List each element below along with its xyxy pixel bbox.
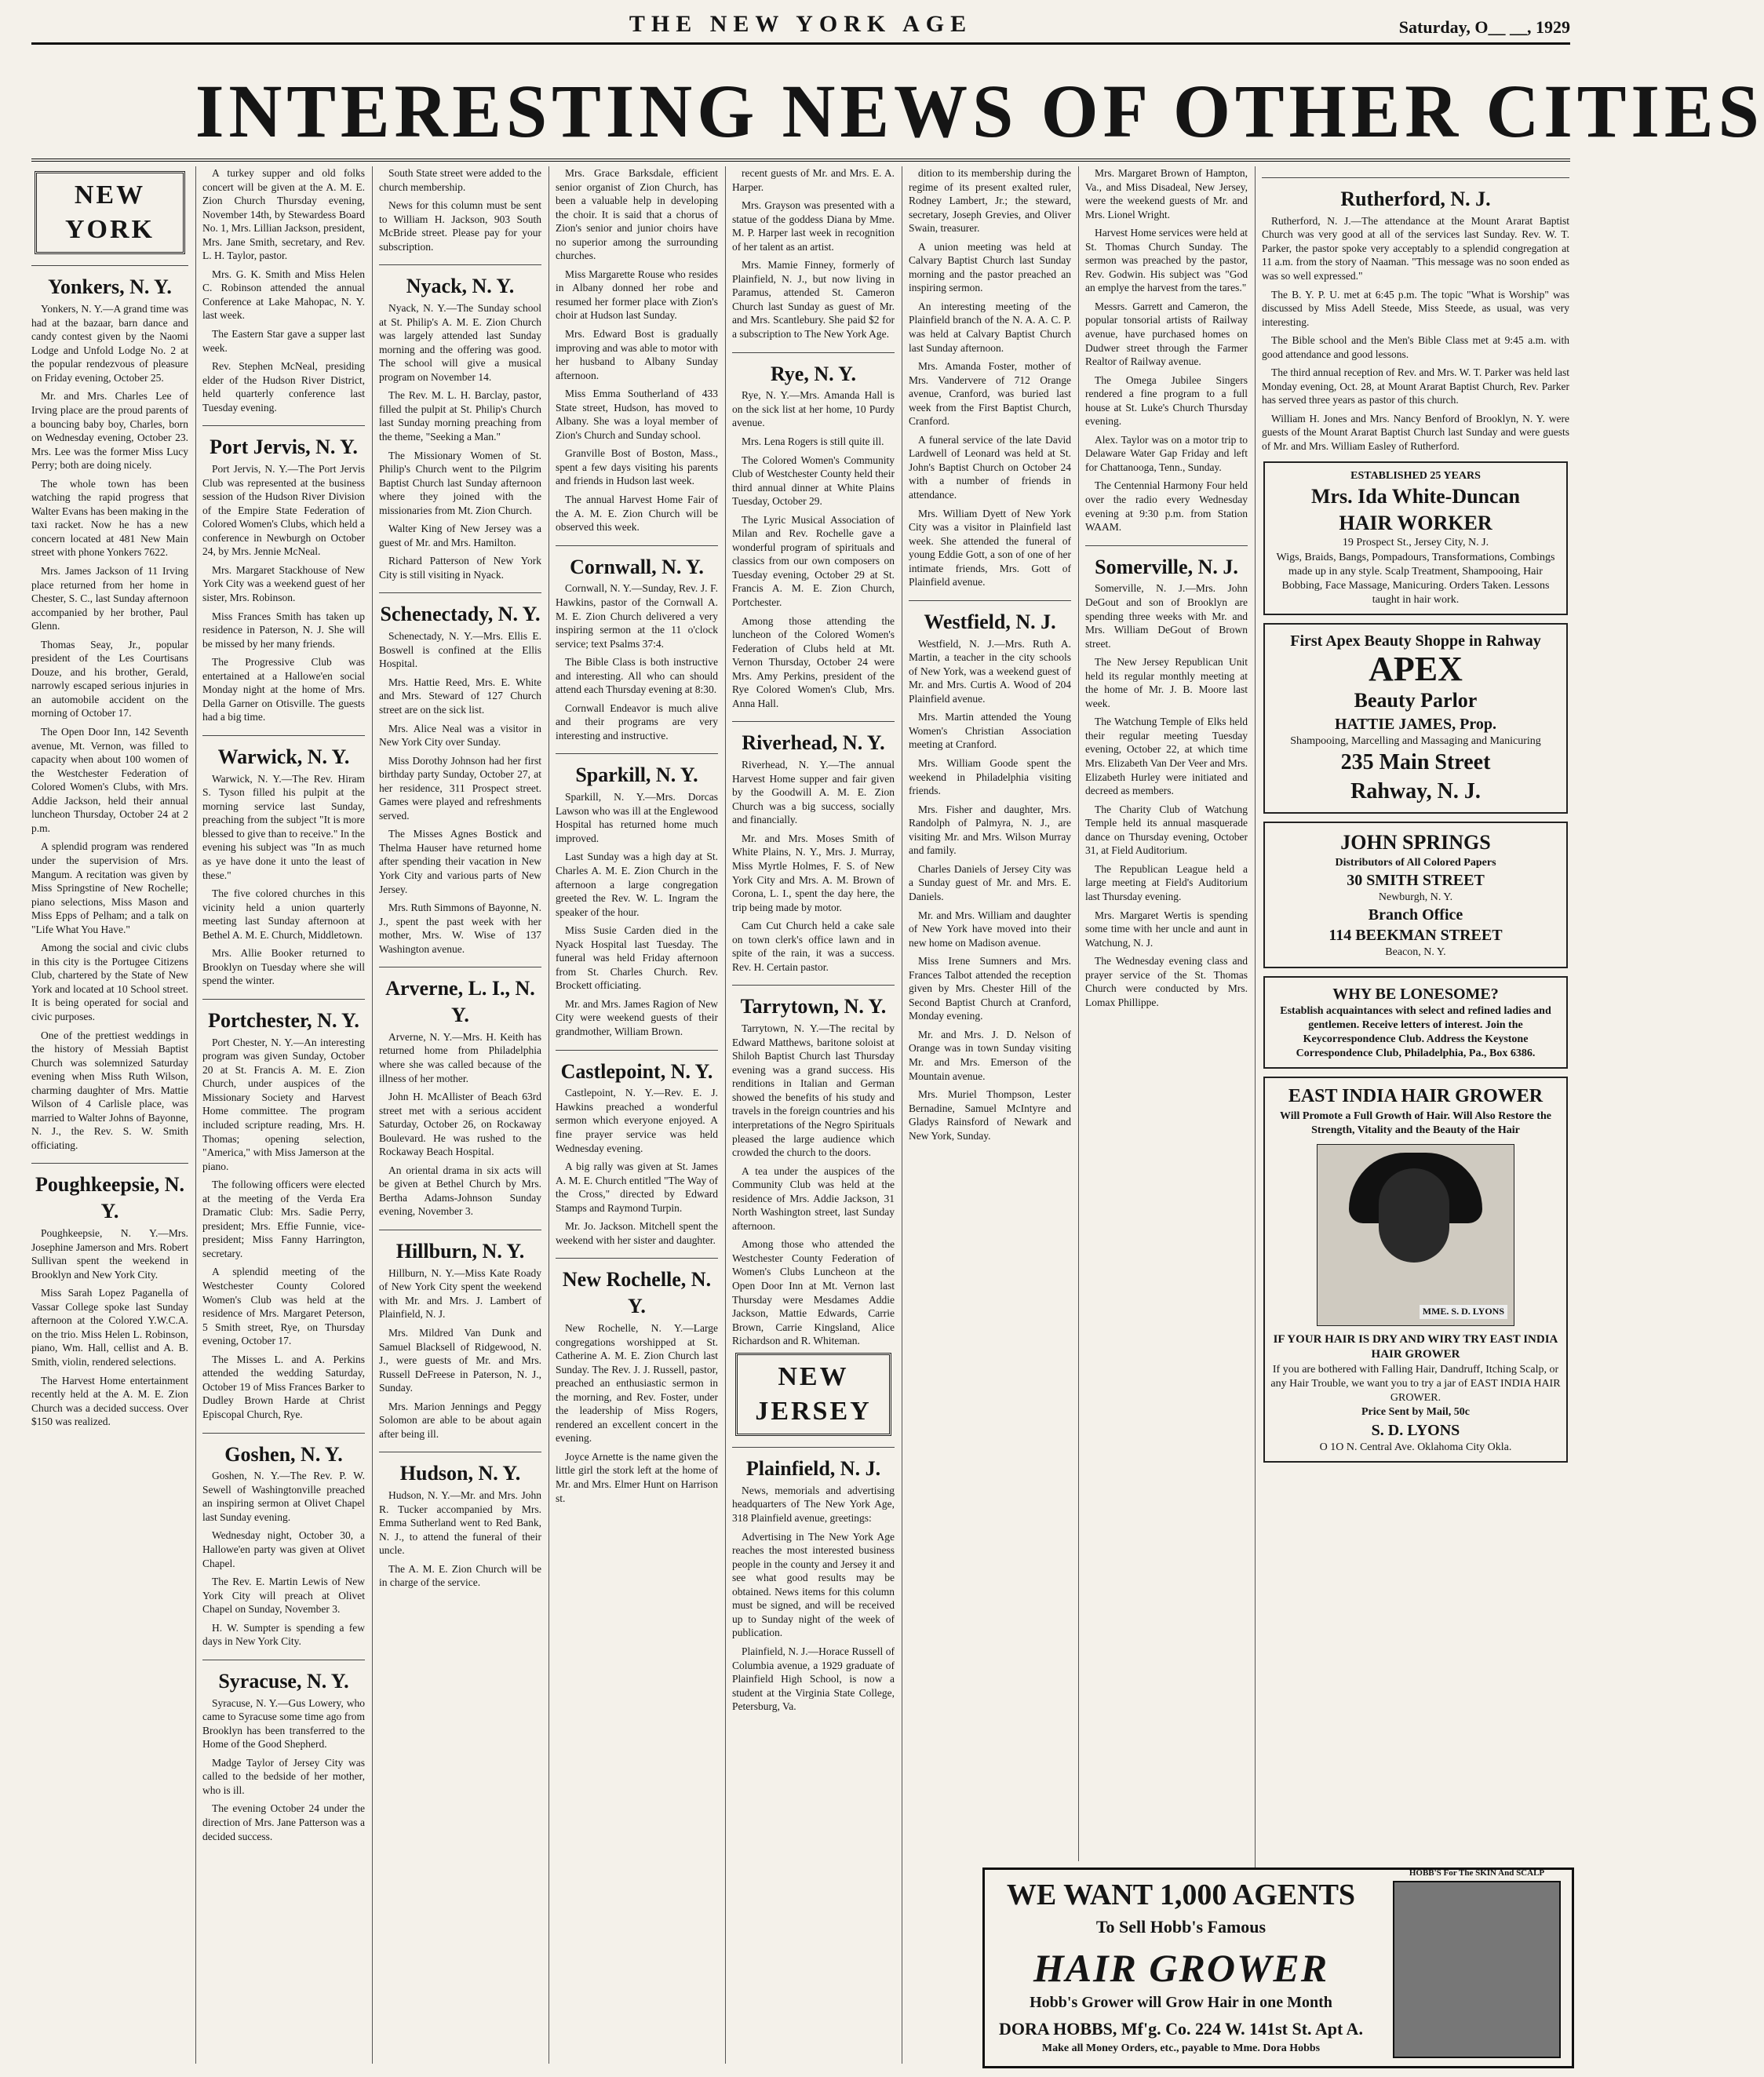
- news-paragraph: Somerville, N. J.—Mrs. John DeGout and son of Brooklyn are spending three weeks with Mr. and Mrs. William DeGout of Brown street.: [1085, 582, 1248, 650]
- ad-apex-name: APEX: [1369, 650, 1463, 689]
- state-box-new-jersey: NEW JERSEY: [735, 1353, 891, 1436]
- news-paragraph: Mrs. Grace Barksdale, efficient senior organist of Zion Church, has been a valuable help in developing the choir. It is said that a chorus of Zion's senior and junior choirs have no superior among the surrounding churches.: [556, 167, 718, 262]
- running-header: [31, 11, 1570, 45]
- news-paragraph: Mrs. Lena Rogers is still quite ill.: [742, 435, 884, 447]
- news-paragraph: Mrs. Margaret Brown of Hampton, Va., and Miss Disadeal, New Jersey, were the weekend guests of Mr. and Mrs. Lionel Wright.: [1085, 167, 1248, 220]
- news-paragraph: Harvest Home services were held at St. Thomas Church Sunday. The sermon was preached by the pastor, Rev. Godwin. His subject was "God an emplye the harvest from the tares.": [1085, 227, 1248, 294]
- news-paragraph: The Open Door Inn, 142 Seventh avenue, Mt. Vernon, was filled to capacity when about 100 women of the Westchester Federation of Colored Women's Clubs, with Mrs. Addie Jackson, held their annual luncheon Thursday, October 24 at 2 p.m.: [31, 726, 188, 834]
- section-dateline: Yonkers, N. Y.: [31, 265, 188, 301]
- news-paragraph: Port Chester, N. Y.—An interesting program was given Sunday, October 20 at St. Francis A. M. E. Zion Church, under auspices of the Missionary Society and Harvest Home committee. The program included scripture reading, Mrs. H. Thomas; opening selection, "America," with Miss Jamerson at the piano.: [202, 1036, 365, 1172]
- ad-east-lower: IF YOUR HAIR IS DRY AND WIRY TRY EAST INDIA HAIR GROWER: [1273, 1332, 1558, 1361]
- news-paragraph: One of the prettiest weddings in the history of Messiah Baptist Church was solemnized Saturday evening when Miss Ruth Wilson, charming daughter of Mrs. Mattie Wilson of 4 Carlisle place, was married to Walter Johns of Bayonne, N. J., the Rev. S. W. Smith officiating.: [31, 1029, 188, 1151]
- news-paragraph: Mrs. Margaret Wertis is spending some time with her uncle and aunt in Watchung, N. J.: [1085, 909, 1248, 949]
- column-3: [379, 166, 541, 2064]
- news-paragraph: South State street were added to the church membership.: [379, 167, 541, 193]
- news-paragraph: Walter King of New Jersey was a guest of Mr. and Mrs. Hamilton.: [379, 523, 541, 548]
- news-paragraph: Mrs. James Jackson of 11 Irving place returned from her home in Chester, S. C., last Sunday afternoon accompanied by her brother, Paul Glenn.: [31, 565, 188, 632]
- news-paragraph: Last Sunday was a high day at St. Charles A. M. E. Zion Church in the afternoon a large congregation greeted the Rev. W. L. Ingram the speaker of the hour.: [556, 851, 718, 918]
- news-paragraph: Poughkeepsie, N. Y.—Mrs. Josephine Jamerson and Mrs. Robert Sullivan spent the weekend in Brooklyn and New York City.: [31, 1227, 188, 1281]
- ad-hobbs-line6: Make all Money Orders, etc., payable to Mme. Dora Hobbs: [1041, 2042, 1321, 2054]
- news-paragraph: The Colored Women's Community Club of Westchester County held their third annual dinner at White Plains Tuesday, October 29.: [732, 454, 895, 508]
- section-dateline: Rye, N. Y.: [732, 352, 895, 388]
- news-paragraph: Among those who attended the Westchester County Federation of Women's Clubs Luncheon at the Open Door Inn at Mt. Vernon last Thursday were Mesdames Addie Jackson, Mattie Edwards, Carrie Brown, Carrie Kingsland, Alice Richardson and R. Whiteman.: [732, 1238, 895, 1347]
- news-paragraph: The third annual reception of Rev. and Mrs. W. T. Parker was held last Monday evening, Oct. 28, at Mount Ararat Baptist Church, Rev. Parker has served three years as pastor of this church.: [1262, 366, 1569, 406]
- news-paragraph: A splendid program was rendered under the supervision of Mrs. Mangum. A recitation was given by Miss Springstine of New Rochelle; piano selections, Miss Mason and Miss Epps of Pelham; and a talk on "Life What You Have.": [31, 840, 188, 935]
- section-dateline: Tarrytown, N. Y.: [732, 985, 895, 1020]
- hobbs-photo: [1393, 1881, 1561, 2058]
- news-paragraph: Miss Sarah Lopez Paganella of Vassar College spoke last Sunday afternoon at the Colored Y.W.C.A. on the trio. Miss Helen L. Robinson, piano, Wm. Hall, cellist and A. B. Smith, violin, rendered selections.: [31, 1287, 188, 1368]
- column-5: [732, 166, 895, 2064]
- news-paragraph: Mrs. Margaret Stackhouse of New York City was a weekend guest of her sister, Mrs. Robinson.: [202, 563, 365, 604]
- news-paragraph: A funeral service of the late David Lardwell of Leonard was held at St. John's Baptist Church on October 24 with a number of friends in attendance.: [909, 433, 1071, 501]
- news-paragraph: Messrs. Garrett and Cameron, the popular tonsorial artists of Railway avenue, have purchased homes on Dudwer street through the Farmer Realtor of Railway avenue.: [1085, 300, 1248, 368]
- column-rule: [195, 166, 196, 2064]
- news-paragraph: Cornwall, N. Y.—Sunday, Rev. J. F. Hawkins, pastor of the Cornwall A. M. E. Zion Church delivered a very inspiring sermon at the 11 o'clock service; text Psalms 37:4.: [556, 582, 718, 650]
- news-paragraph: Hillburn, N. Y.—Miss Kate Roady of New York City spent the weekend with Mr. and Mrs. J. Lambert of Plainfield, N. J.: [379, 1266, 541, 1321]
- ad-hobbs-line2: To Sell Hobb's Famous: [1095, 1917, 1267, 1937]
- news-paragraph: A union meeting was held at Calvary Baptist Church last Sunday morning and the pastor preached an inspiring sermon.: [909, 240, 1071, 294]
- ad-east-body: Will Promote a Full Growth of Hair. Will Also Restore the Strength, Vitality and the Beauty of the Hair: [1280, 1110, 1551, 1136]
- portrait-image: [1317, 1144, 1514, 1326]
- ad-east-maker: S. D. LYONS: [1371, 1421, 1460, 1439]
- news-paragraph: News, memorials and advertising headquarters of The New York Age, 318 Plainfield avenue, greetings:: [732, 1484, 895, 1525]
- ad-apex-addr1: 235 Main Street: [1340, 750, 1491, 775]
- news-paragraph: Plainfield, N. J.—Horace Russell of Columbia avenue, a 1929 graduate of Plainfield High School, is now a student at the Virginia State College, Petersburg, Va.: [732, 1645, 895, 1713]
- news-paragraph: Yonkers, N. Y.—A grand time was had at the bazaar, barn dance and candy contest given by the Naomi Lodge and Unfold Lodge No. 2 at the popular rendezvous of pleasure on Friday evening, October 25.: [31, 303, 188, 384]
- news-paragraph: Mrs. Amanda Foster, mother of Mrs. Vandervere of 712 Orange avenue, Cranford, was buried last week from the First Baptist Church, Cranford.: [909, 360, 1071, 428]
- news-paragraph: The Wednesday evening class and prayer service of the St. Thomas Church were conducted by Mrs. Lomax Phillippe.: [1085, 955, 1248, 1008]
- news-paragraph: Mr. and Mrs. J. D. Nelson of Orange was in town Sunday visiting Mr. and Mrs. Emerson of the Mountain avenue.: [909, 1028, 1071, 1082]
- section-dateline: Arverne, L. I., N. Y.: [379, 967, 541, 1029]
- ad-lonesome-body: Establish acquaintances with select and refined ladies and gentlemen. Receive letters of interest. Join the Keycorrespondence Club. Address the Keystone Correspondence Club, Philadelphia, Pa., Box 6386.: [1280, 1004, 1551, 1060]
- news-paragraph: H. W. Sumpter is spending a few days in New York City.: [202, 1621, 365, 1648]
- news-paragraph: Thomas Seay, Jr., popular president of the Les Courtisans Douze, and his brother, Gerald, narrowly escaped serious injuries in an automobile accident on the morning of October 17.: [31, 638, 188, 720]
- news-paragraph: Mr. and Mrs. Moses Smith of White Plains, N. Y., Mrs. J. Murray, Miss Myrtle Holmes, F. S. of New York City and Mrs. A. M. Brown of Corona, L. I., spent the day here, the trip being made by motor.: [732, 832, 895, 913]
- news-paragraph: Mrs. Muriel Thompson, Lester Bernadine, Samuel McIntyre and Gladys Rainsford of Newark and New York, Sunday.: [909, 1088, 1071, 1142]
- news-paragraph: The evening October 24 under the direction of Mrs. Jane Patterson was a decided success.: [202, 1802, 365, 1842]
- news-paragraph: Mrs. Martin attended the Young Women's Christian Association meeting at Cranford.: [909, 711, 1071, 751]
- column-2: [202, 166, 365, 2064]
- section-dateline: Somerville, N. J.: [1085, 545, 1248, 581]
- news-paragraph: Goshen, N. Y.—The Rev. P. W. Sewell of Washingtonville preached an inspiring sermon at Olivet Chapel last Sunday evening.: [202, 1470, 365, 1523]
- news-paragraph: The Republican League held a large meeting at Field's Auditorium last Thursday evening.: [1085, 862, 1248, 902]
- news-paragraph: Mrs. Allie Booker returned to Brooklyn on Tuesday where she will spend the winter.: [202, 947, 365, 987]
- news-paragraph: Syracuse, N. Y.—Gus Lowery, who came to Syracuse some time ago from Brooklyn has been transferred to the Home of the Good Shepherd.: [202, 1696, 365, 1751]
- ad-hobbs-line4: Hobb's Grower will Grow Hair in one Month: [1030, 1994, 1332, 2011]
- column-7: [1085, 166, 1248, 1861]
- section-dateline: Nyack, N. Y.: [379, 264, 541, 300]
- news-paragraph: A turkey supper and old folks concert will be given at the A. M. E. Zion Church Thursday evening, November 14th, by Stewardess Board No. 1, Mrs. Lillian Jackson, president, Mrs. Jane Smith, secretary, and Rev. L. H. Taylor, pastor.: [202, 167, 365, 262]
- news-paragraph: Mrs. William Dyett of New York City was a visitor in Plainfield last week. She attended the funeral of young Eddie Gott, a son of one of her intimate friends, Mrs. Gott of Plainfield avenue.: [909, 507, 1071, 588]
- ad-east-price: Price Sent by Mail, 50c: [1361, 1406, 1471, 1419]
- news-paragraph: Tarrytown, N. Y.—The recital by Edward Matthews, baritone soloist at Shiloh Baptist Church last Thursday evening was a grand success. His renditions in Italian and German showed the benefits of his study and travels in the foreign countries and his interpretations of the Negro Spirituals pleased the large audience which crowded the church to the doors.: [732, 1022, 895, 1159]
- news-paragraph: Arverne, N. Y.—Mrs. H. Keith has returned home from Philadelphia where she was called because of the illness of her mother.: [379, 1030, 541, 1084]
- ad-springs-branch: Branch Office: [1368, 906, 1463, 924]
- news-paragraph: Mrs. William Goode spent the weekend in Philadelphia visiting friends.: [909, 757, 1071, 797]
- banner-headline: INTERESTING NEWS OF OTHER CITIES: [195, 69, 1764, 153]
- news-paragraph: A splendid meeting of the Westchester County Colored Women's Club was held at the residence of Mrs. Margaret Peterson, 5 Smith street, Rye, on Thursday evening, October 17.: [202, 1266, 365, 1347]
- news-paragraph: The Centennial Harmony Four held over the radio every Wednesday evening at 9:30 p.m. from Station WAAM.: [1085, 479, 1248, 534]
- column-6: [909, 166, 1071, 1861]
- news-paragraph: Miss Frances Smith has taken up residence in Paterson, N. J. She will be missed by her many friends.: [202, 610, 365, 650]
- apex-beauty-ad: [1263, 623, 1568, 814]
- section-dateline: Castlepoint, N. Y.: [556, 1050, 718, 1085]
- news-paragraph: The Bible school and the Men's Bible Class met at 9:45 a.m. with good attendance and good lessons.: [1262, 334, 1569, 360]
- news-paragraph: Mrs. Alice Neal was a visitor in New York City over Sunday.: [379, 722, 541, 749]
- ad-established: ESTABLISHED 25 YEARS: [1350, 469, 1481, 482]
- ad-springs-name: JOHN SPRINGS: [1340, 831, 1491, 854]
- news-paragraph: Miss Irene Sumners and Mrs. Frances Talbot attended the reception given by Mrs. Chester Hill of the Second Baptist Church at Cranford, Monday evening.: [909, 955, 1071, 1022]
- column-rule: [1255, 166, 1256, 2064]
- news-paragraph: Mr. and Mrs. James Ragion of New City were weekend guests of their grandmother, William Brown.: [556, 997, 718, 1038]
- news-paragraph: The following officers were elected at the meeting of the Verda Era Dramatic Club: Mrs. Sadie Perry, president; Mrs. Effie Funnie, vice-president; Miss Fanny Harrington, secretary.: [202, 1179, 365, 1259]
- news-paragraph: Miss Susie Carden died in the Nyack Hospital last Tuesday. The funeral was held Friday afternoon from St. Charles Church. Rev. Brockett officiating.: [556, 924, 718, 992]
- section-dateline: Syracuse, N. Y.: [202, 1660, 365, 1695]
- news-paragraph: Schenectady, N. Y.—Mrs. Ellis E. Boswell is confined at the Ellis Hospital.: [379, 630, 541, 670]
- east-india-hair-grower-ad: [1263, 1077, 1568, 1463]
- news-paragraph: News for this column must be sent to William H. Jackson, 903 South McBride street. Please pay for your subscription.: [379, 199, 541, 253]
- section-dateline: Goshen, N. Y.: [202, 1433, 365, 1468]
- news-paragraph: Mr. and Mrs. William and daughter of New York have moved into their new home on Madison avenue.: [909, 909, 1071, 949]
- news-paragraph: Mrs. G. K. Smith and Miss Helen C. Robinson attended the annual Conference at Lake Mahopac, N. Y. last week.: [202, 268, 365, 322]
- news-paragraph: The Eastern Star gave a supper last week.: [202, 328, 365, 354]
- section-dateline: Plainfield, N. J.: [732, 1447, 895, 1482]
- lonesome-ad: [1263, 976, 1568, 1069]
- column-8: [1262, 166, 1569, 2064]
- column-1: [31, 166, 188, 2064]
- news-paragraph: The A. M. E. Zion Church will be in charge of the service.: [379, 1562, 541, 1589]
- ad-springs-city2: Beacon, N. Y.: [1385, 946, 1446, 959]
- news-paragraph: Nyack, N. Y.—The Sunday school at St. Philip's A. M. E. Zion Church was largely attended last Sunday morning and the offering was good. The school will give a musical program on November 14.: [379, 302, 541, 383]
- ad-east-head: EAST INDIA HAIR GROWER: [1288, 1086, 1544, 1107]
- column-rule: [725, 166, 726, 2064]
- news-paragraph: Rev. Stephen McNeal, presiding elder of the Hudson River District, held quarterly conference last Tuesday evening.: [202, 360, 365, 414]
- news-paragraph: Miss Margarette Rouse who resides in Albany donned her robe and resumed her former place with Zion's choir at Hudson last Sunday.: [556, 268, 718, 322]
- john-springs-ad: [1263, 822, 1568, 967]
- column-rule: [1078, 166, 1079, 1861]
- ad-hobbs-line1: WE WANT 1,000 AGENTS: [1006, 1878, 1356, 1911]
- news-paragraph: Miss Emma Southerland of 433 State street, Hudson, has moved to Albany. She was a loyal member of Zion's Church and Sunday school.: [556, 388, 718, 441]
- news-paragraph: The Watchung Temple of Elks held their regular meeting Tuesday evening, October 22, at which time Mrs. Elizabeth Van Der Veer and Mrs. Elizabeth Hurley were initiated and decreed as members.: [1085, 716, 1248, 797]
- news-paragraph: Castlepoint, N. Y.—Rev. E. J. Hawkins preached a wonderful sermon which everyone enjoyed. A fine prayer service was held Wednesday evening.: [556, 1087, 718, 1154]
- news-paragraph: The Lyric Musical Association of Milan and Rev. Rochelle gave a wonderful program of spirituals and classics from our own composers on Tuesday evening, October 29 at St. Francis A. M. E. Zion Church, Portchester.: [732, 513, 895, 609]
- news-paragraph: William H. Jones and Mrs. Nancy Benford of Brooklyn, N. Y. were guests of the Mount Ararat Baptist Church last Sunday and were guests of Mr. and Mrs. William Easley of Rutherford.: [1262, 412, 1569, 452]
- news-paragraph: Westfield, N. J.—Mrs. Ruth A. Martin, a teacher in the city schools of New York, was a weekend guest of Mr. and Mrs. Curtis A. Wood of 204 Plainfield avenue.: [909, 637, 1071, 705]
- ida-white-duncan-ad: [1263, 461, 1568, 616]
- news-paragraph: The Misses L. and A. Perkins attended the wedding Saturday, October 19 of Miss Frances Barker to Dudley Brown Harde at Christ Episcopal Church, Rye.: [202, 1353, 365, 1420]
- news-paragraph: Sparkill, N. Y.—Mrs. Dorcas Lawson who was ill at the Englewood Hospital has returned home much improved.: [556, 791, 718, 844]
- news-paragraph: Miss Dorothy Johnson had her first birthday party Sunday, October 27, at her residence, 311 Prospect street. Games were played and refreshments served.: [379, 754, 541, 822]
- column-rule: [372, 166, 373, 2064]
- ad-apex-addr2: Rahway, N. J.: [1350, 778, 1481, 803]
- ad-hobbs-photo-caption: HOBB'S For The SKIN And SCALP: [1409, 1868, 1545, 1878]
- news-paragraph: Mrs. Mamie Finney, formerly of Plainfield, N. J., but now living in Paramus, attended St. Cameron Church last Sunday as guest of Mr. and Mrs. Scantlebury. She paid $2 for a subscription to The New York Age.: [732, 259, 895, 341]
- section-dateline: Hudson, N. Y.: [379, 1452, 541, 1487]
- news-paragraph: Warwick, N. Y.—The Rev. Hiram S. Tyson filled his pulpit at the morning service last Sunday, preaching from the subject "It is more blessed to give than to receive." In the evening his subject was "In as much as ye have done it unto the least of these.": [202, 772, 365, 881]
- ad-apex-prop: HATTIE JAMES, Prop.: [1335, 716, 1496, 734]
- ad-springs-addr2: 114 BEEKMAN STREET: [1328, 927, 1503, 945]
- banner-rule: [31, 159, 1570, 162]
- state-box-new-york: NEW YORK: [35, 171, 185, 254]
- ad-lonesome-head: WHY BE LONESOME?: [1332, 985, 1499, 1003]
- news-paragraph: The Omega Jubilee Singers rendered a fine program to a full house at St. Luke's Church Thursday evening.: [1085, 373, 1248, 428]
- news-paragraph: Mrs. Marion Jennings and Peggy Solomon are able to be about again after being ill.: [379, 1400, 541, 1440]
- news-paragraph: Mrs. Edward Bost is gradually improving and was able to motor with her husband to Albany Sunday afternoon.: [556, 328, 718, 381]
- news-paragraph: Mrs. Mildred Van Dunk and Samuel Blacksell of Ridgewood, N. J., were guests of Mr. and Mrs. Russell DeFreese in Paterson, N. J., Sunday.: [379, 1326, 541, 1394]
- section-dateline: Riverhead, N. Y.: [732, 721, 895, 756]
- news-paragraph: Mr. Jo. Jackson. Mitchell spent the weekend with her sister and daughter.: [556, 1220, 718, 1246]
- issue-date: Saturday, O__ __, 1929: [1398, 17, 1570, 37]
- news-paragraph: Mrs. Hattie Reed, Mrs. E. White and Mrs. Steward of 127 Church street are on the sick list.: [379, 676, 541, 716]
- ad-apex-top: First Apex Beauty Shoppe in Rahway: [1290, 632, 1541, 650]
- ad-ida-address: 19 Prospect St., Jersey City, N. J.: [1342, 537, 1489, 549]
- news-paragraph: The annual Harvest Home Fair of the A. M. E. Zion Church will be observed this week.: [556, 494, 718, 534]
- news-paragraph: A tea under the auspices of the Community Club was held at the residence of Mrs. Addie Jackson, 31 North Washington street, last Sunday afternoon.: [732, 1164, 895, 1232]
- news-paragraph: The Harvest Home entertainment recently held at the A. M. E. Zion Church was a decided success. Over $150 was realized.: [31, 1374, 188, 1428]
- news-paragraph: Richard Patterson of New York City is still visiting in Nyack.: [379, 555, 541, 581]
- news-paragraph: The Rev. E. Martin Lewis of New York City will preach at Olivet Chapel on Sunday, November 3.: [202, 1576, 365, 1616]
- news-paragraph: Alex. Taylor was on a motor trip to Delaware Water Gap Friday and left for Chattanooga, Tenn., Sunday.: [1085, 433, 1248, 473]
- ad-hobbs-line5: DORA HOBBS, Mf'g. Co. 224 W. 141st St. Apt A.: [999, 2019, 1363, 2039]
- section-dateline: Sparkill, N. Y.: [556, 753, 718, 789]
- rutherford-news: [1262, 177, 1569, 454]
- news-paragraph: The B. Y. P. U. met at 6:45 p.m. The topic "What is Worship" was discussed by Miss Adell Steede, Miss Steede, as usual, was very interesting.: [1262, 288, 1569, 328]
- paper-name: THE NEW YORK AGE: [629, 11, 973, 37]
- news-paragraph: Madge Taylor of Jersey City was called to the bedside of her mother, who is ill.: [202, 1756, 365, 1796]
- news-paragraph: The Progressive Club was entertained at a Hallowe'en social Monday night at the home of Mrs. Della Garner on Otisville. The guests had a big time.: [202, 656, 365, 723]
- ad-springs-city1: Newburgh, N. Y.: [1378, 891, 1453, 904]
- column-4: [556, 166, 718, 2064]
- ad-apex-sub: Beauty Parlor: [1354, 689, 1478, 712]
- section-dateline: Warwick, N. Y.: [202, 735, 365, 771]
- news-paragraph: The five colored churches in this vicinity held a union quarterly meeting last Sunday afternoon at Bethel A. M. E. Church, Middletown.: [202, 887, 365, 941]
- news-paragraph: Mrs. Fisher and daughter, Mrs. Randolph of Palmyra, N. J., are visiting Mr. and Mrs. Wilson Murray and family.: [909, 803, 1071, 857]
- news-paragraph: A big rally was given at St. James A. M. E. Church entitled "The Way of the Cross," directed by Edward Stamps and Raymond Turpin.: [556, 1161, 718, 1214]
- portrait-face: [1379, 1168, 1449, 1263]
- section-dateline: New Rochelle, N. Y.: [556, 1258, 718, 1320]
- news-paragraph: The Missionary Women of St. Philip's Church went to the Pilgrim Baptist Church last Sunday afternoon where they joined with the missionaries from Mt. Zion Church.: [379, 449, 541, 516]
- ad-ida-body: Wigs, Braids, Bangs, Pompadours, Transformations, Combings made up in any style. Scalp Treatment, Shampooing, Hair Bobbing, Face Massage, Manicuring. Orders Taken. Lessons taught in hair work.: [1276, 551, 1555, 607]
- news-paragraph: Hudson, N. Y.—Mr. and Mrs. John R. Tucker accompanied by Mrs. Emma Sutherland went to Red Bank, N. J., to attend the funeral of their uncle.: [379, 1489, 541, 1557]
- section-dateline: Cornwall, N. Y.: [556, 545, 718, 581]
- news-paragraph: recent guests of Mr. and Mrs. E. A. Harper.: [732, 167, 895, 193]
- section-dateline: Westfield, N. J.: [909, 600, 1071, 636]
- news-paragraph: Rye, N. Y.—Mrs. Amanda Hall is on the sick list at her home, 10 Purdy avenue.: [732, 389, 895, 429]
- news-paragraph: Cam Cut Church held a cake sale on town clerk's office lawn and in spite of the rain, it was a success. Rev. H. Certain pastor.: [732, 920, 895, 973]
- news-paragraph: The Misses Agnes Bostick and Thelma Hauser have returned home after spending their vacation in New York City and various parts of New Jersey.: [379, 828, 541, 895]
- news-paragraph: Wednesday night, October 30, a Hallowe'en party was given at Olivet Chapel.: [202, 1529, 365, 1569]
- section-dateline: Portchester, N. Y.: [202, 999, 365, 1034]
- portrait-tag: MME. S. D. LYONS: [1420, 1305, 1507, 1319]
- news-paragraph: The New Jersey Republican Unit held its regular monthly meeting at the home of Mr. J. B. Moore last week.: [1085, 656, 1248, 709]
- news-paragraph: Joyce Arnette is the name given the little girl the stork left at the home of Mr. and Mrs. Elmer Hunt on Harrison st.: [556, 1450, 718, 1504]
- news-paragraph: Charles Daniels of Jersey City was a Sunday guest of Mr. and Mrs. E. Daniels.: [909, 862, 1071, 902]
- news-paragraph: The whole town has been watching the rapid progress that Walter Evans has been making in the taxi racket. Now he has a new concern located at 481 New Main street with phone Yonkers 7622.: [31, 477, 188, 559]
- ad-ida-name: Mrs. Ida White-Duncan: [1310, 484, 1521, 508]
- news-paragraph: Mrs. Ruth Simmons of Bayonne, N. J., spent the past week with her mother, Mrs. W. Wise of 137 Washington avenue.: [379, 902, 542, 955]
- news-paragraph: An oriental drama in six acts will be given at Bethel Church by Mrs. Bertha Adams-Johnson Sunday evening, November 3.: [379, 1164, 541, 1218]
- news-paragraph: John H. McAllister of Beach 63rd street met with a serious accident Saturday, October 26, on Rockaway Boulevard. He was rushed to the Rockaway Beach Hospital.: [379, 1091, 541, 1158]
- news-paragraph: The Charity Club of Watchung Temple held its annual masquerade dance on Thursday evening, October 31, at Field Auditorium.: [1085, 803, 1248, 857]
- news-paragraph: New Rochelle, N. Y.—Large congregations worshipped at St. Catherine A. M. E. Zion Church last Sunday. The Rev. J. J. Russell, pastor, preached an enthusiastic sermon in the morning, and Rev. Foster, under the leadership of Miss Rogers, rendered an excellent concert in the evening.: [556, 1321, 718, 1445]
- ad-hobbs-line3: HAIR GROWER: [1033, 1946, 1329, 1990]
- ad-ida-title: HAIR WORKER: [1339, 511, 1492, 534]
- news-paragraph: The Rev. M. L. H. Barclay, pastor, filled the pulpit at St. Philip's Church last Sunday morning preaching from the theme, "Seeking a Man.": [379, 389, 541, 443]
- ad-springs-addr1: 30 SMITH STREET: [1347, 872, 1485, 890]
- news-paragraph: dition to its membership during the regime of its present exalted ruler, Rodney Lambert, Jr.; the steward, secretary, Joseph Grevies, and Oliver Swain, treasurer.: [909, 167, 1071, 235]
- news-paragraph: Port Jervis, N. Y.—The Port Jervis Club was represented at the business session of the Hudson River Division of the Empire State Federation of Colored Women's Clubs, which held a conference in Newburgh on October 24, by Mrs. Jennie McNeal.: [202, 463, 365, 558]
- news-paragraph: Mrs. Grayson was presented with a statue of the goddess Diana by Mme. M. P. Harper last week in recognition of her talent as an artist.: [732, 199, 895, 253]
- section-dateline: Poughkeepsie, N. Y.: [31, 1163, 188, 1225]
- section-dateline: Rutherford, N. J.: [1262, 177, 1569, 213]
- news-paragraph: Granville Bost of Boston, Mass., spent a few days visiting his parents and friends in Hudson last week.: [556, 447, 718, 487]
- news-paragraph: Among the social and civic clubs in this city is the Portugee Citizens Club, chartered by the State of New York and located at 10 School street. It is being operated for social and civic purposes.: [31, 942, 188, 1022]
- news-paragraph: Advertising in The New York Age reaches the most interested business people in the county and Jersey it and see what good results may be obtained. News items for this column must be signed, and will be received up to Sunday night of the week of publication.: [732, 1530, 895, 1639]
- news-paragraph: The Bible Class is both instructive and interesting. All who can should attend each Thursday evening at 8:30.: [556, 656, 718, 696]
- hobbs-hair-grower-ad: [982, 1867, 1574, 2068]
- section-dateline: Schenectady, N. Y.: [379, 592, 541, 628]
- section-dateline: Port Jervis, N. Y.: [202, 425, 365, 461]
- ad-apex-body: Shampooing, Marcelling and Massaging and Manicuring: [1290, 735, 1541, 748]
- ad-springs-sub: Distributors of All Colored Papers: [1335, 857, 1496, 869]
- section-dateline: Hillburn, N. Y.: [379, 1230, 541, 1265]
- news-paragraph: An interesting meeting of the Plainfield branch of the N. A. A. C. P. was held at Calvary Baptist Church last Sunday afternoon.: [909, 300, 1071, 354]
- news-paragraph: Cornwall Endeavor is much alive and their programs are very interesting and instructive.: [556, 701, 718, 742]
- ad-east-addr: O 1O N. Central Ave. Oklahoma City Okla.: [1319, 1441, 1512, 1453]
- ad-east-lower-body: If you are bothered with Falling Hair, Dandruff, Itching Scalp, or any Hair Trouble, we want you to try a jar of EAST INDIA HAIR GROWER.: [1270, 1363, 1561, 1405]
- news-paragraph: Mr. and Mrs. Charles Lee of Irving place are the proud parents of a bouncing baby boy, Charles, born on Wednesday evening, October 23. Mrs. Lee was the former Miss Lucy Perry; both are doing nicely.: [31, 390, 188, 472]
- news-paragraph: Rutherford, N. J.—The attendance at the Mount Ararat Baptist Church was very good at all of the services last Sunday. Rev. W. T. Parker, the pastor spoke very acceptably to a splendid congregation at 11 a.m. from the story of Naaman. "This message was no soon ended as was so well expressed.": [1262, 214, 1569, 282]
- news-paragraph: Among those attending the luncheon of the Colored Women's Federation of Clubs held at Mt. Vernon Thursday, October 24 were Mrs. Amy Perkins, president of the Rye Colored Women's Club, Mrs. Anna Hall.: [732, 614, 895, 709]
- news-paragraph: Riverhead, N. Y.—The annual Harvest Home supper and fair given by the Goodwill A. M. E. Zion Church was a big success, socially and financially.: [732, 759, 895, 826]
